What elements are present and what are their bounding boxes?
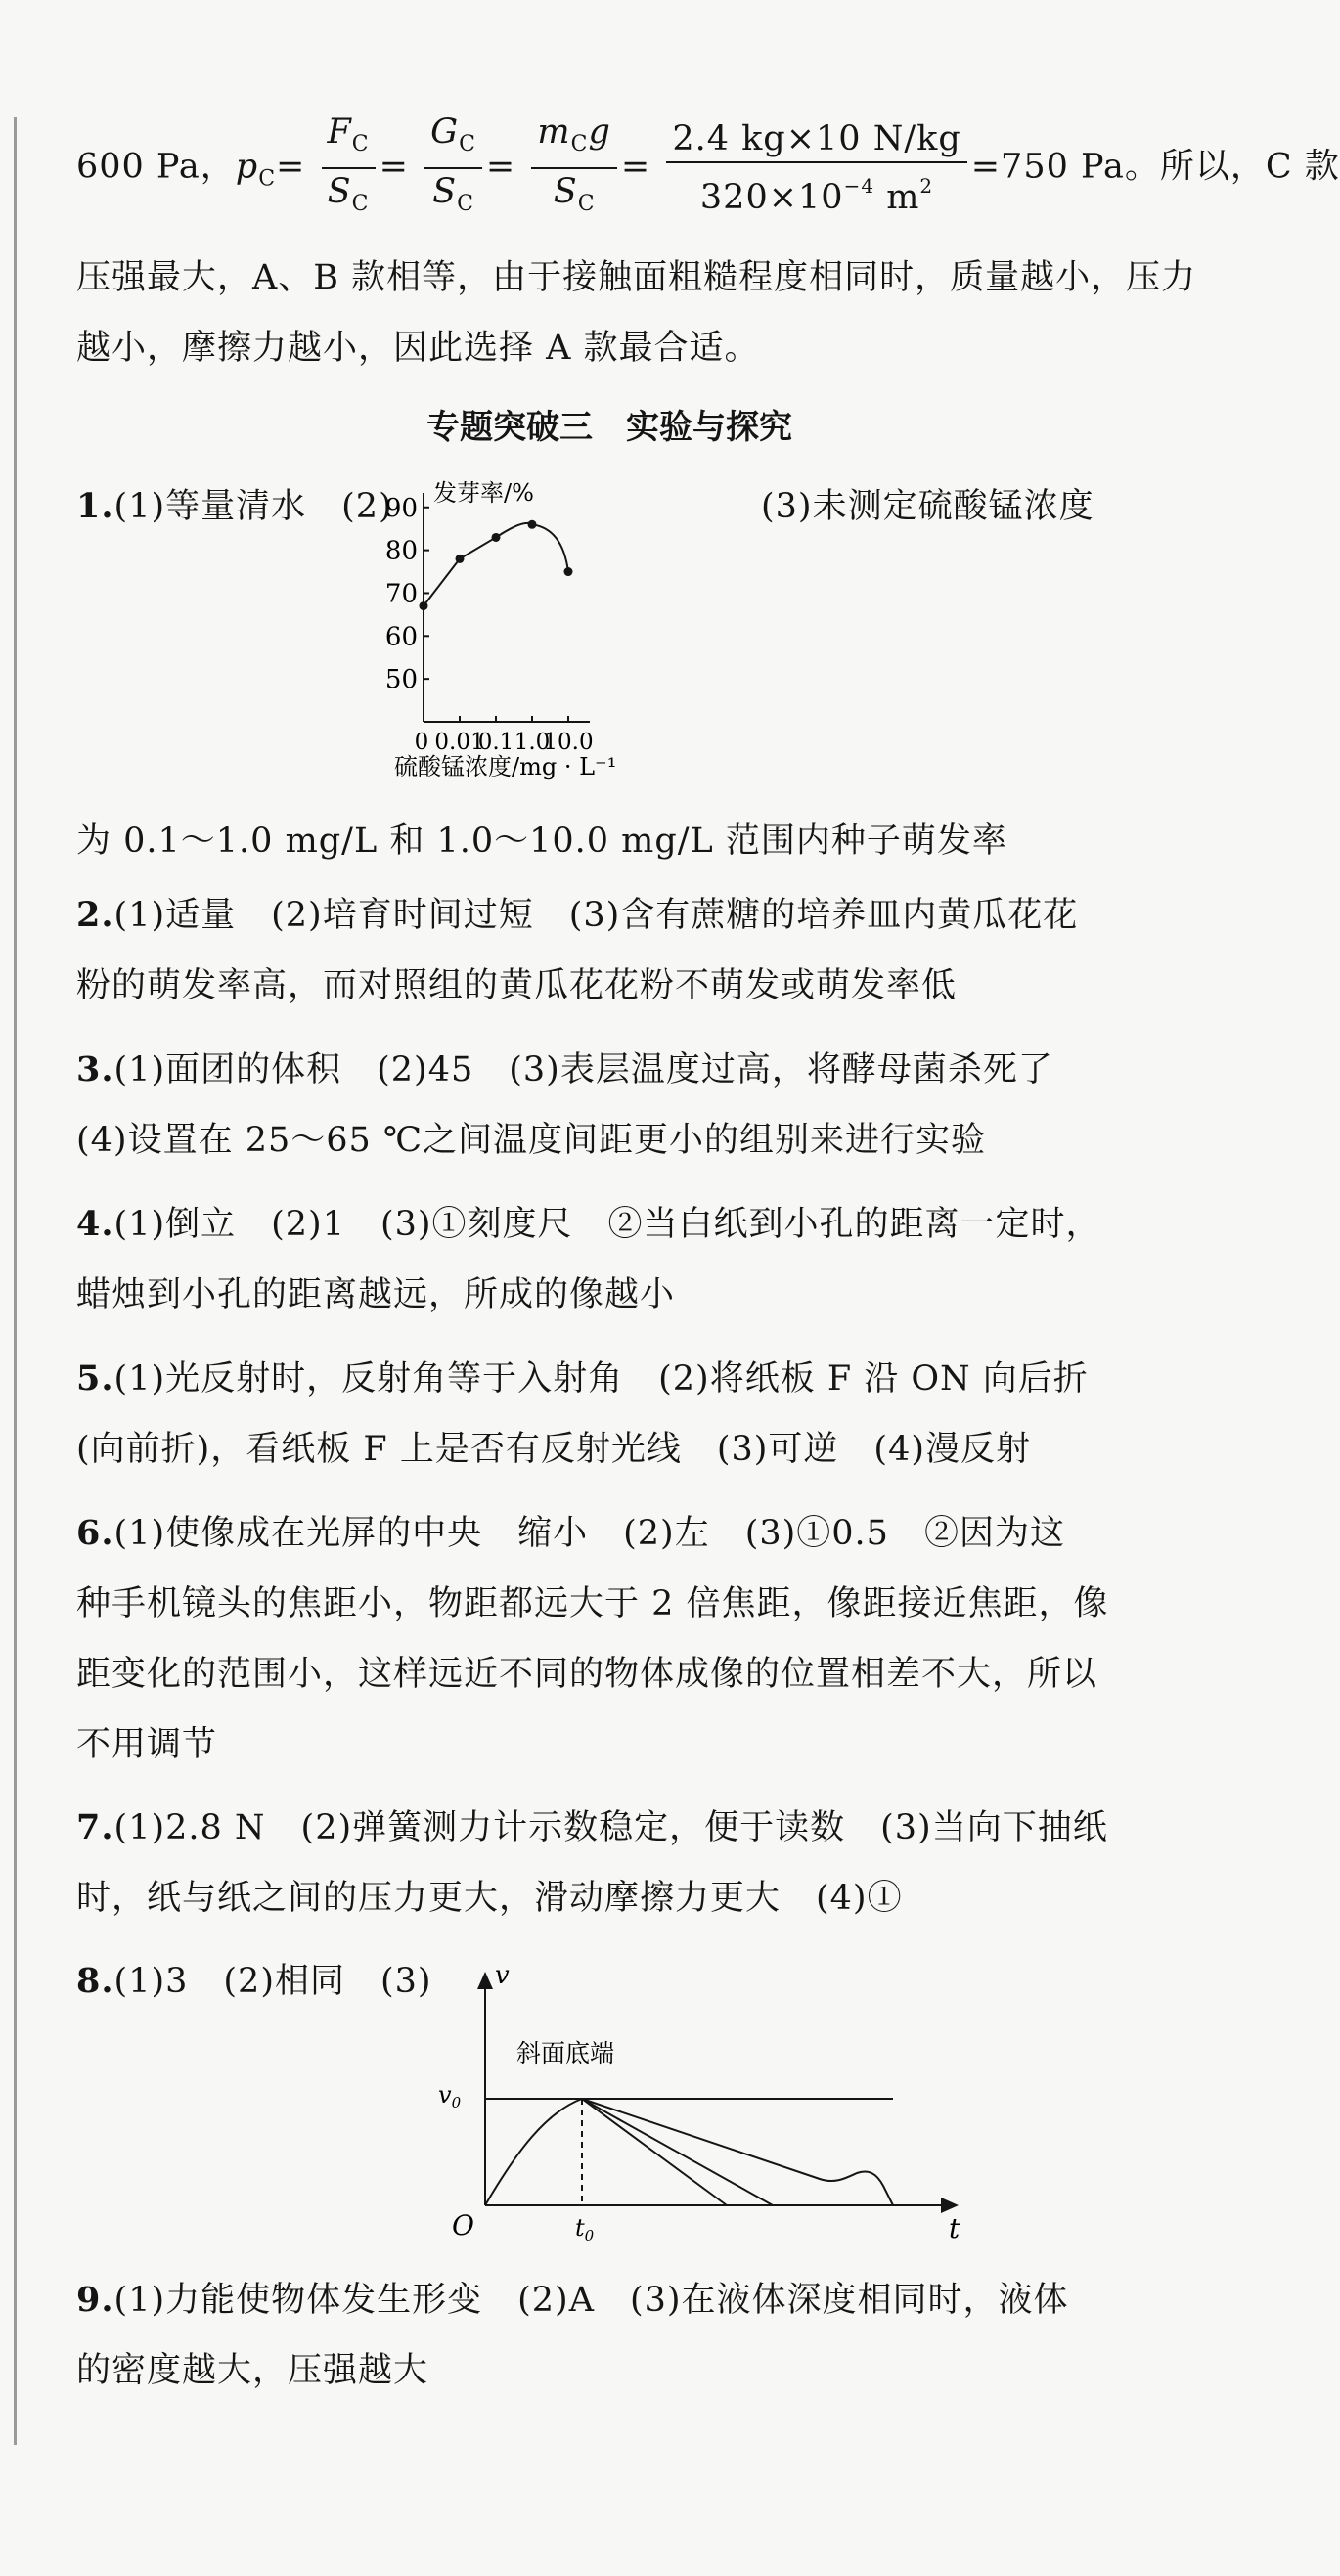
formula-lead: 600 Pa， [76,147,236,187]
x-tick-label: 10.0 [543,730,594,755]
acceleration-curve [485,2099,582,2205]
data-point [492,533,501,542]
t0-label: $t_0$ [575,2214,595,2244]
question-6-line-2: 种手机镜头的焦距小，物距都远大于 2 倍焦距，像距接近焦距，像 [76,1584,1109,1623]
deceleration-line-gentle [582,2099,893,2205]
question-7-line-2: 时，纸与纸之间的压力更大，滑动摩擦力更大 (4)① [76,1879,903,1918]
fraction-mg-over-s: $\frac{m_Cg}{S_C}$ [531,110,616,227]
text-line: 压强最大，A、B 款相等，由于接触面粗糙程度相同时，质量越小，压力 [76,258,1197,297]
formula-tail: =750 Pa。所以，C 款 [970,147,1340,187]
y-tick-label: 90 [384,493,418,523]
deceleration-line-medium [582,2099,773,2205]
x-tick-label: 0.01 [434,730,485,755]
origin-label: O [452,2209,474,2242]
y-tick-label: 50 [384,665,418,695]
question-3-line-1: 3.(1)面团的体积 (2)45 (3)表层温度过高，将酵母菌杀死了 [76,1049,1053,1089]
data-point [456,555,465,563]
question-4-line-2: 蜡烛到小孔的距离越远，所成的像越小 [76,1275,676,1314]
v0-label: $v_0$ [438,2081,462,2111]
y-tick-label: 60 [384,622,418,652]
velocity-time-graph [438,1956,986,2249]
origin-label: 0 [414,730,429,755]
y-tick-label: 70 [384,579,418,609]
text-line: 越小，摩擦力越小，因此选择 A 款最合适。 [76,329,760,368]
pressure-formula-line: 600 Pa，$p_C=$ $\frac{F_C}{S_C}$ = $\frac{G_C}{S_C}$ = $\frac{m_Cg}{S_C}$ = $\frac{2.4 kg\times 10 N/kg}{320\times 10^{-4} m^2}$ =750 Pa。所以，C 款 [76,110,1340,229]
deceleration-line-steep [582,2099,727,2205]
germination-rate-chart [384,477,776,780]
question-3-line-2: (4)设置在 25～65 ℃之间温度间距更小的组别来进行实验 [76,1121,987,1160]
question-7-line-1: 7.(1)2.8 N (2)弹簧测力计示数稳定，便于读数 (3)当向下抽纸 [76,1807,1108,1847]
question-1-line-2: 为 0.1～1.0 mg/L 和 1.0～10.0 mg/L 范围内种子萌发率 [76,822,1007,861]
question-6-line-4: 不用调节 [76,1725,218,1764]
question-1-part-3: (3)未测定硫酸锰浓度 [761,487,1094,526]
question-1-line-1: 1.(1)等量清水 (2) [76,486,393,526]
question-5-line-2: (向前折)，看纸板 F 上是否有反射光线 (3)可逆 (4)漫反射 [76,1430,1032,1469]
v-axis-label: v [495,1961,510,1990]
t-axis-label: t [949,2212,960,2244]
fraction-f-over-s: $\frac{F_C}{S_C}$ [322,110,376,227]
question-6-line-1: 6.(1)使像成在光屏的中央 缩小 (2)左 (3)①0.5 ②因为这 [76,1513,1065,1553]
slope-bottom-label: 斜面底端 [516,2039,615,2067]
y-axis-label: 发芽率/% [433,479,534,507]
question-9-line-2: 的密度越大，压强越大 [76,2351,429,2390]
data-point [528,520,537,529]
section-title: 专题突破三 实验与探究 [426,408,792,447]
question-9-line-1: 9.(1)力能使物体发生形变 (2)A (3)在液体深度相同时，液体 [76,2280,1069,2320]
margin-rule [14,117,17,2445]
question-2-line-1: 2.(1)适量 (2)培育时间过短 (3)含有蔗糖的培养皿内黄瓜花花 [76,895,1079,935]
question-8-line-1: 8.(1)3 (2)相同 (3) [76,1961,432,2001]
data-point [420,601,428,610]
question-4-line-1: 4.(1)倒立 (2)1 (3)①刻度尺 ②当白纸到小孔的距离一定时， [76,1204,1101,1244]
x-tick-label: 1.0 [514,730,551,755]
x-axis-label: 硫酸锰浓度/mg · L⁻¹ [394,753,617,780]
x-tick-label: 0.1 [477,730,514,755]
fraction-numeric: $\frac{2.4 kg\times 10 N/kg}{320\times 10^{-4} m^2}$ [666,116,966,220]
fraction-g-over-s: $\frac{G_C}{S_C}$ [424,110,482,227]
question-2-line-2: 粉的萌发率高，而对照组的黄瓜花花粉不萌发或萌发率低 [76,966,958,1005]
data-point [564,567,573,576]
question-5-line-1: 5.(1)光反射时，反射角等于入射角 (2)将纸板 F 沿 ON 向后折 [76,1358,1089,1399]
question-6-line-3: 距变化的范围小，这样远近不同的物体成像的位置相差不大，所以 [76,1655,1098,1694]
y-tick-label: 80 [384,536,418,566]
